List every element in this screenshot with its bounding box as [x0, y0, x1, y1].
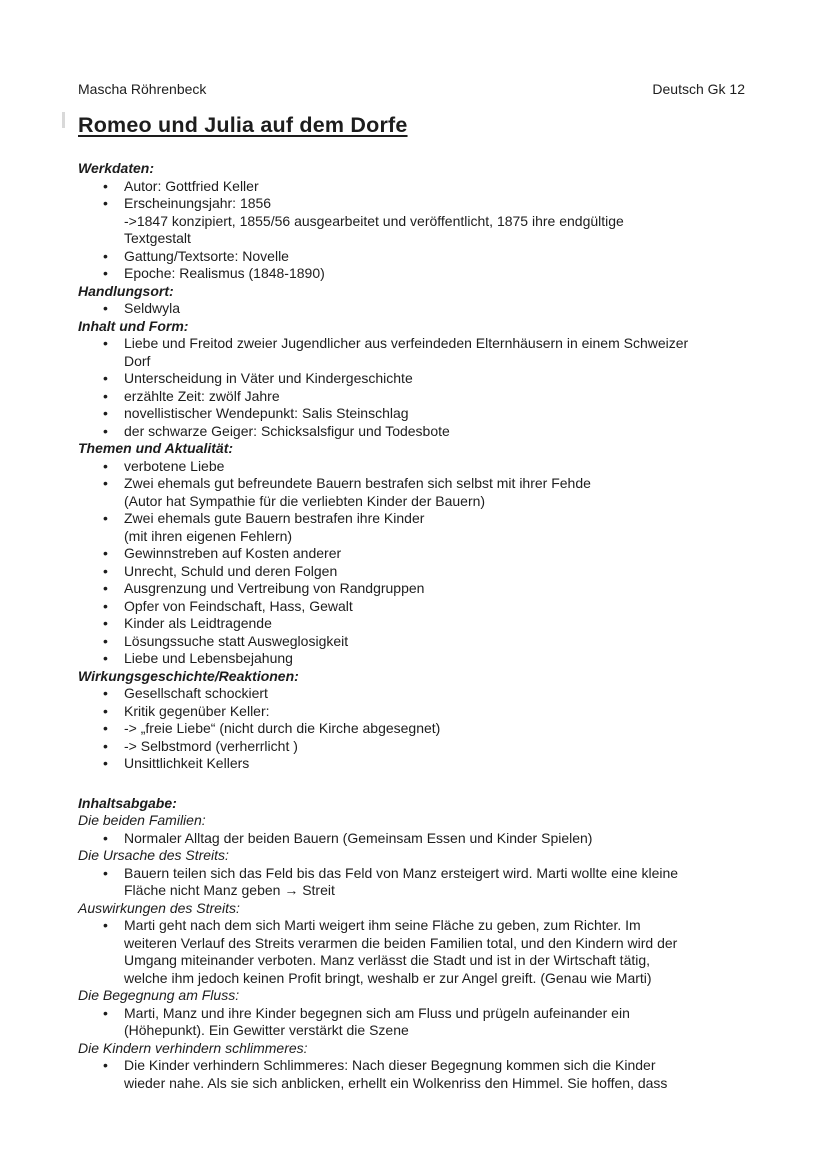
bullet-item — [78, 510, 745, 545]
bullet-item — [78, 685, 745, 703]
section-heading: Handlungsort: — [78, 282, 174, 299]
bullet-item — [78, 720, 745, 738]
bullet-item — [78, 738, 745, 756]
bullet-icon: • — [103, 300, 108, 316]
bullet-item — [78, 405, 745, 423]
bullet-text: Zwei ehemals gute Bauern bestrafen ihre Kinder (mit ihren eigenen Fehlern) — [124, 510, 425, 544]
bullet-item — [78, 830, 745, 848]
bullet-icon: • — [103, 755, 108, 771]
bullet-text: novellistischer Wendepunkt: Salis Steinschlag — [124, 405, 409, 421]
bullet-text: Unsittlichkeit Kellers — [124, 755, 250, 771]
section-heading: Inhaltsabgabe: — [78, 794, 177, 811]
bullet-icon: • — [103, 1004, 108, 1021]
bullet-text: Liebe und Freitod zweier Jugendlicher aus verfeindeden Elternhäusern in einem Schweizer Dorf — [124, 335, 689, 369]
bullet-text: Autor: Gottfried Keller — [124, 177, 259, 194]
sub-heading: Die Ursache des Streits: — [78, 847, 229, 863]
bullet-item — [78, 1057, 745, 1092]
bullet-item — [78, 335, 745, 370]
bullet-item — [78, 633, 745, 651]
bullet-item — [78, 370, 745, 388]
bullet-text: Bauern teilen sich das Feld bis das Feld von Manz ersteigert wird. Marti wollte eine kleine Fläche nicht Manz geben → Streit — [124, 864, 679, 898]
bullet-text: Die Kinder verhindern Schlimmeres: Nach dieser Begegnung kommen sich die Kinder wieder nahe. Als sie sich anblicken, erhellt ein Wolkenriss den Himmel. Sie hoffen, dass — [124, 1057, 668, 1091]
sub-heading: Auswirkungen des Streits: — [78, 899, 240, 916]
section-heading: Inhalt und Form: — [78, 317, 189, 334]
bullet-text: Liebe und Lebensbejahung — [124, 650, 293, 666]
bullet-icon: • — [103, 195, 108, 211]
bullet-text: Unrecht, Schuld und deren Folgen — [124, 562, 338, 579]
bullet-icon: • — [103, 562, 108, 579]
bullet-item — [78, 265, 745, 283]
bullet-icon: • — [103, 720, 108, 736]
bullet-text: -> Selbstmord (verherrlicht ) — [124, 737, 298, 754]
scan-artifact — [62, 112, 65, 128]
sub-heading: Die beiden Familien: — [78, 812, 206, 828]
sub-heading: Die Kindern verhindern schlimmeres: — [78, 1039, 308, 1056]
bullet-text: Opfer von Feindschaft, Hass, Gewalt — [124, 597, 353, 614]
section-heading: Werkdaten: — [78, 160, 154, 176]
bullet-text: Marti, Manz und ihre Kinder begegnen sich am Fluss und prügeln aufeinander ein (Höhepunkt). Ein Gewitter verstärkt die Szene — [124, 1004, 630, 1038]
bullet-icon: • — [103, 335, 108, 351]
page-header — [78, 81, 745, 98]
bullet-text: Kritik gegenüber Keller: — [124, 702, 270, 719]
bullet-text: Epoche: Realismus (1848-1890) — [124, 265, 325, 281]
bullet-icon: • — [103, 580, 108, 596]
bullet-item — [78, 248, 745, 266]
bullet-text: -> „freie Liebe“ (nicht durch die Kirche abgesegnet) — [124, 720, 441, 736]
bullet-text: Lösungssuche statt Ausweglosigkeit — [124, 632, 349, 649]
bullet-item — [78, 195, 745, 248]
bullet-text: Seldwyla — [124, 300, 181, 316]
course-label: Deutsch Gk 12 — [652, 81, 745, 97]
bullet-icon: • — [103, 917, 108, 933]
document-body — [78, 160, 745, 1092]
bullet-text: Gewinnstreben auf Kosten anderer — [124, 545, 342, 561]
bullet-item — [78, 615, 745, 633]
bullet-icon: • — [103, 265, 108, 281]
bullet-item — [78, 865, 745, 900]
bullet-item — [78, 458, 745, 476]
document-title: Romeo und Julia auf dem Dorfe — [78, 113, 408, 137]
bullet-text: Kinder als Leidtragende — [124, 615, 272, 631]
bullet-text: Erscheinungsjahr: 1856 ->1847 konzipiert, 1855/56 ausgearbeitet und veröffentlicht, 1875 ihre endgültige Textgestalt — [124, 195, 624, 246]
bullet-icon: • — [103, 177, 108, 194]
bullet-icon: • — [103, 702, 108, 719]
bullet-icon: • — [103, 422, 108, 439]
bullet-text: Gesellschaft schockiert — [124, 685, 268, 701]
section-heading: Wirkungsgeschichte/Reaktionen: — [78, 667, 299, 684]
bullet-icon: • — [103, 510, 108, 526]
bullet-item — [78, 580, 745, 598]
sub-heading: Die Begegnung am Fluss: — [78, 987, 240, 1003]
bullet-icon: • — [103, 685, 108, 701]
bullet-icon: • — [103, 475, 108, 491]
section-heading: Themen und Aktualität: — [78, 440, 234, 456]
bullet-icon: • — [103, 545, 108, 561]
bullet-text: Gattung/Textsorte: Novelle — [124, 247, 289, 264]
bullet-item — [78, 1005, 745, 1040]
bullet-icon: • — [103, 737, 108, 754]
bullet-text: Ausgrenzung und Vertreibung von Randgruppen — [124, 580, 425, 596]
bullet-item — [78, 475, 745, 510]
bullet-icon: • — [103, 1057, 108, 1073]
bullet-item — [78, 178, 745, 196]
bullet-icon: • — [103, 247, 108, 264]
bullet-item — [78, 917, 745, 987]
bullet-text: Normaler Alltag der beiden Bauern (Gemeinsam Essen und Kinder Spielen) — [124, 829, 593, 846]
bullet-text: der schwarze Geiger: Schicksalsfigur und Todesbote — [124, 422, 450, 439]
bullet-item — [78, 703, 745, 721]
bullet-item — [78, 300, 745, 318]
bullet-icon: • — [103, 457, 108, 474]
bullet-item — [78, 563, 745, 581]
bullet-item — [78, 598, 745, 616]
bullet-icon: • — [103, 829, 108, 846]
bullet-icon: • — [103, 632, 108, 649]
bullet-icon: • — [103, 370, 108, 386]
author-name: Mascha Röhrenbeck — [78, 81, 207, 97]
bullet-item — [78, 388, 745, 406]
bullet-text: Marti geht nach dem sich Marti weigert ihm seine Fläche zu geben, zum Richter. Im weiteren Verlauf des Streits verarmen die beiden Familien total, und den Kindern wird der Umgang miteinander verboten. Manz verlässt die Stadt und ist in der Wirtschaft tätig, welche ihm jedoch keinen Profit bringt, weshalb er zur Angel greift. (Genau wie Marti) — [124, 917, 678, 986]
bullet-item — [78, 545, 745, 563]
bullet-icon: • — [103, 387, 108, 404]
bullet-text: Zwei ehemals gut befreundete Bauern bestrafen sich selbst mit ihrer Fehde (Autor hat Sympathie für die verliebten Kinder der Bauern) — [124, 475, 591, 509]
bullet-item — [78, 650, 745, 668]
bullet-icon: • — [103, 597, 108, 614]
bullet-icon: • — [103, 650, 108, 666]
bullet-text: Unterscheidung in Väter und Kindergeschichte — [124, 370, 413, 386]
bullet-item — [78, 423, 745, 441]
bullet-item — [78, 755, 745, 773]
bullet-icon: • — [103, 864, 108, 881]
bullet-icon: • — [103, 405, 108, 421]
blank-line — [78, 773, 745, 795]
bullet-text: erzählte Zeit: zwölf Jahre — [124, 387, 280, 404]
bullet-icon: • — [103, 615, 108, 631]
bullet-text: verbotene Liebe — [124, 457, 225, 474]
